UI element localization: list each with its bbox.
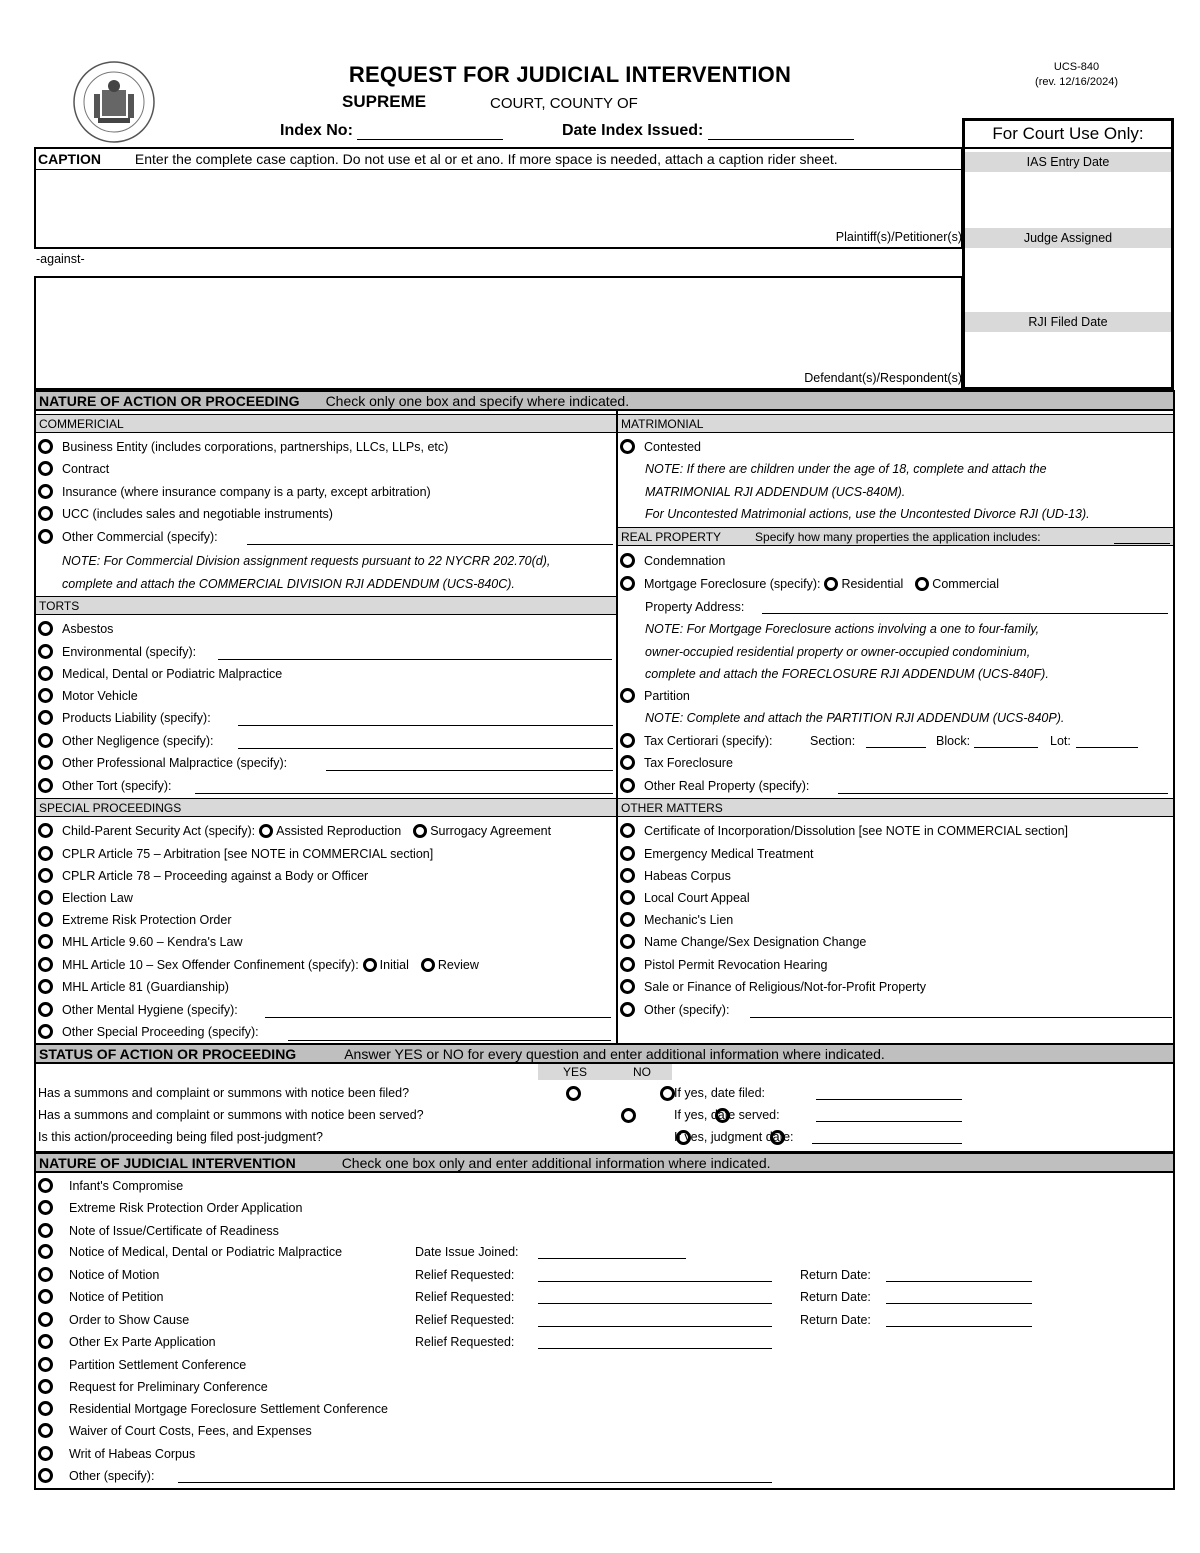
- special-election-option[interactable]: [38, 887, 133, 909]
- torts-prof-malpractice-input[interactable]: [326, 770, 613, 771]
- radio-icon[interactable]: [38, 934, 53, 949]
- index-no-field[interactable]: [280, 122, 503, 140]
- ji-partition-conf-option[interactable]: [38, 1354, 246, 1376]
- option-label: Other Special Proceeding (specify):: [62, 1025, 259, 1039]
- judge-assigned-label: Judge Assigned: [965, 228, 1171, 248]
- other-emergency-option[interactable]: [620, 843, 814, 865]
- torts-negligence-input[interactable]: [238, 748, 613, 749]
- radio-icon[interactable]: [38, 439, 53, 454]
- other-mechanics-lien-option[interactable]: [620, 909, 733, 931]
- ji-preliminary-conf-option[interactable]: [38, 1376, 268, 1398]
- caption-label: CAPTION: [38, 151, 101, 167]
- date-index-input[interactable]: [708, 139, 854, 140]
- ji-osc-option[interactable]: [38, 1309, 189, 1331]
- judicial-header: [34, 1152, 1175, 1173]
- real-tax-cert-option[interactable]: [620, 730, 773, 752]
- county-label: COURT, COUNTY OF: [490, 95, 638, 112]
- radio-icon[interactable]: [38, 666, 53, 681]
- radio-icon[interactable]: [38, 529, 53, 544]
- initial-radio-icon[interactable]: [363, 958, 377, 972]
- commercial-note-1: NOTE: For Commercial Division assignment requests pursuant to 22 NYCRR 202.70(d),: [62, 554, 551, 568]
- option-label: Medical, Dental or Podiatric Malpractice: [62, 667, 283, 681]
- ji-malpractice-notice-option[interactable]: [38, 1241, 342, 1263]
- radio-icon[interactable]: [38, 1312, 53, 1327]
- option-label: Notice of Petition: [69, 1290, 164, 1304]
- assisted-label: Assisted Reproduction: [276, 824, 402, 838]
- radio-icon[interactable]: [38, 1200, 53, 1215]
- matrimonial-heading: MATRIMONIAL: [618, 414, 1173, 433]
- commercial-insurance-option[interactable]: [38, 481, 431, 503]
- status-q3-followup: If yes, judgment date:: [674, 1130, 794, 1144]
- commercial-other-input[interactable]: [247, 544, 613, 545]
- ias-entry-label: IAS Entry Date: [965, 152, 1171, 172]
- status-q1-text: Has a summons and complaint or summons with notice been filed?: [38, 1086, 410, 1100]
- partition-note: NOTE: Complete and attach the PARTITION RJI ADDENDUM (UCS-840P).: [645, 711, 1065, 725]
- option-label: Emergency Medical Treatment: [644, 847, 814, 861]
- radio-icon[interactable]: [620, 1002, 635, 1017]
- radio-icon[interactable]: [38, 506, 53, 521]
- option-label: Certificate of Incorporation/Dissolution [see NOTE in COMMERCIAL section]: [644, 824, 1068, 838]
- block-input[interactable]: [974, 747, 1038, 748]
- radio-icon[interactable]: [620, 846, 635, 861]
- date-filed-input[interactable]: [816, 1099, 962, 1100]
- lot-label: Lot:: [1050, 734, 1071, 748]
- date-issue-joined-label: Date Issue Joined:: [415, 1245, 519, 1259]
- radio-icon[interactable]: [38, 710, 53, 725]
- other-name-change-option[interactable]: [620, 931, 866, 953]
- ji-habeas-option[interactable]: [38, 1443, 195, 1465]
- option-label: Notice of Motion: [69, 1268, 160, 1282]
- option-label: Other Professional Malpractice (specify):: [62, 756, 288, 770]
- residential-radio-icon[interactable]: [824, 577, 838, 591]
- review-radio-icon[interactable]: [421, 958, 435, 972]
- judicial-label: NATURE OF JUDICIAL INTERVENTION: [39, 1155, 296, 1171]
- real-property-heading: [618, 527, 1173, 546]
- option-label: CPLR Article 75 – Arbitration [see NOTE in COMMERCIAL section]: [62, 847, 434, 861]
- torts-environmental-input[interactable]: [218, 659, 612, 660]
- real-other-option[interactable]: [620, 775, 809, 797]
- real-condemnation-option[interactable]: [620, 550, 725, 572]
- option-label: Writ of Habeas Corpus: [69, 1447, 196, 1461]
- radio-icon[interactable]: [38, 644, 53, 659]
- section-label: Section:: [810, 734, 856, 748]
- return-date-label-petition: Return Date:: [800, 1290, 871, 1304]
- ji-foreclosure-conf-option[interactable]: [38, 1398, 388, 1420]
- special-child-parent-option[interactable]: [38, 820, 551, 842]
- other-local-appeal-option[interactable]: [620, 887, 750, 909]
- radio-icon[interactable]: [38, 1357, 53, 1372]
- special-mhl81-option[interactable]: [38, 976, 229, 998]
- mortgage-note-2: owner-occupied residential property or owner-occupied condominium,: [645, 645, 1031, 659]
- torts-negligence-option[interactable]: [38, 730, 213, 752]
- matrimonial-contested-option[interactable]: [620, 436, 701, 458]
- radio-icon[interactable]: [38, 1446, 53, 1461]
- option-label: Other Ex Parte Application: [69, 1335, 216, 1349]
- radio-icon[interactable]: [38, 1423, 53, 1438]
- court-name: SUPREME: [342, 92, 427, 111]
- radio-icon[interactable]: [38, 823, 53, 838]
- option-label: Condemnation: [644, 554, 726, 568]
- ji-notice-motion-option[interactable]: [38, 1264, 159, 1286]
- radio-icon[interactable]: [38, 1289, 53, 1304]
- matrimonial-note-1: NOTE: If there are children under the age of 18, complete and attach the: [645, 462, 1047, 476]
- option-label: Notice of Medical, Dental or Podiatric Malpractice: [69, 1245, 343, 1259]
- option-label: Extreme Risk Protection Order Application: [69, 1201, 303, 1215]
- status-q3-text: Is this action/proceeding being filed post-judgment?: [38, 1130, 323, 1144]
- special-other-mh-option[interactable]: [38, 999, 238, 1021]
- option-label: Waiver of Court Costs, Fees, and Expenses: [69, 1424, 312, 1438]
- radio-icon[interactable]: [620, 823, 635, 838]
- option-label: Note of Issue/Certificate of Readiness: [69, 1224, 279, 1238]
- option-label: Pistol Permit Revocation Hearing: [644, 958, 828, 972]
- radio-icon[interactable]: [38, 1401, 53, 1416]
- matrimonial-note-2: MATRIMONIAL RJI ADDENDUM (UCS-840M).: [645, 485, 906, 499]
- commercial-label: Commercial: [932, 577, 999, 591]
- residential-label: Residential: [841, 577, 904, 591]
- option-label: MHL Article 9.60 – Kendra's Law: [62, 935, 243, 949]
- radio-icon[interactable]: [38, 1024, 53, 1039]
- other-pistol-permit-option[interactable]: [620, 954, 827, 976]
- option-label: Tax Certiorari (specify):: [644, 734, 773, 748]
- rji-filed-label: RJI Filed Date: [965, 312, 1171, 332]
- return-date-petition-input[interactable]: [886, 1303, 1032, 1304]
- mortgage-note-3: complete and attach the FORECLOSURE RJI ADDENDUM (UCS-840F).: [645, 667, 1049, 681]
- option-label: Name Change/Sex Designation Change: [644, 935, 867, 949]
- option-label: Tax Foreclosure: [644, 756, 733, 770]
- date-served-input[interactable]: [816, 1121, 962, 1122]
- option-label: Other Tort (specify):: [62, 779, 172, 793]
- torts-heading: TORTS: [36, 596, 616, 615]
- commercial-business-entity-option[interactable]: [38, 436, 448, 458]
- radio-icon[interactable]: [38, 1267, 53, 1282]
- radio-icon[interactable]: [620, 912, 635, 927]
- radio-icon[interactable]: [38, 890, 53, 905]
- torts-prof-malpractice-option[interactable]: [38, 752, 287, 774]
- option-label: Child-Parent Security Act (specify):: [62, 824, 256, 838]
- special-proceedings-heading: SPECIAL PROCEEDINGS: [36, 798, 616, 817]
- option-label: MHL Article 10 – Sex Offender Confinement (specify):: [62, 958, 359, 972]
- torts-asbestos-option[interactable]: [38, 618, 113, 640]
- radio-icon[interactable]: [620, 576, 635, 591]
- option-label: Other (specify):: [69, 1469, 155, 1483]
- form-revision: (rev. 12/16/2024): [1035, 76, 1118, 88]
- special-erpo-option[interactable]: [38, 909, 232, 931]
- relief-osc-input[interactable]: [538, 1326, 772, 1327]
- option-label: Election Law: [62, 891, 133, 905]
- option-label: Asbestos: [62, 622, 114, 636]
- option-label: Sale or Finance of Religious/Not-for-Profit Property: [644, 980, 927, 994]
- page-title: REQUEST FOR JUDICIAL INTERVENTION: [348, 62, 792, 87]
- index-no-label: Index No:: [280, 122, 353, 139]
- ji-other-input[interactable]: [178, 1482, 772, 1483]
- radio-icon[interactable]: [38, 1334, 53, 1349]
- option-label: Infant's Compromise: [69, 1179, 184, 1193]
- radio-icon[interactable]: [620, 778, 635, 793]
- special-other-sp-option[interactable]: [38, 1021, 259, 1043]
- radio-icon[interactable]: [620, 553, 635, 568]
- ias-entry-field[interactable]: [965, 172, 1171, 228]
- ji-ex-parte-option[interactable]: [38, 1331, 216, 1353]
- radio-icon[interactable]: [38, 461, 53, 476]
- ji-waiver-option[interactable]: [38, 1420, 312, 1442]
- other-specify-option[interactable]: [620, 999, 729, 1021]
- other-habeas-option[interactable]: [620, 865, 731, 887]
- radio-icon[interactable]: [38, 846, 53, 861]
- radio-icon[interactable]: [38, 912, 53, 927]
- option-label: Mechanic's Lien: [644, 913, 734, 927]
- return-date-label-motion: Return Date:: [800, 1268, 871, 1282]
- radio-icon[interactable]: [620, 688, 635, 703]
- commercial-contract-option[interactable]: [38, 458, 109, 480]
- torts-motor-vehicle-option[interactable]: [38, 685, 138, 707]
- radio-icon[interactable]: [620, 733, 635, 748]
- status-q1-followup: If yes, date filed:: [674, 1086, 766, 1100]
- court-use-title: For Court Use Only:: [965, 121, 1171, 149]
- status-header: [34, 1043, 1175, 1064]
- date-index-label: Date Index Issued:: [562, 122, 704, 139]
- commercial-other-option[interactable]: [38, 526, 218, 548]
- radio-icon[interactable]: [38, 1178, 53, 1193]
- torts-malpractice-option[interactable]: [38, 663, 282, 685]
- assisted-radio-icon[interactable]: [259, 824, 273, 838]
- relief-motion-input[interactable]: [538, 1281, 772, 1282]
- ji-note-of-issue-option[interactable]: [38, 1220, 279, 1242]
- special-cplr75-option[interactable]: [38, 843, 433, 865]
- property-address-input[interactable]: [762, 613, 1168, 614]
- torts-products-input[interactable]: [238, 725, 613, 726]
- option-label: Mortgage Foreclosure (specify):: [644, 577, 821, 591]
- caption-instruction: Enter the complete case caption. Do not use et al or et ano. If more space is needed, attach a caption rider sheet.: [134, 151, 838, 167]
- judge-assigned-field[interactable]: [965, 248, 1171, 312]
- option-label: Partition Settlement Conference: [69, 1358, 247, 1372]
- status-label: STATUS OF ACTION OR PROCEEDING: [39, 1046, 297, 1062]
- real-mortgage-option[interactable]: [620, 573, 999, 595]
- radio-icon[interactable]: [38, 1468, 53, 1483]
- special-other-mh-input[interactable]: [265, 1017, 611, 1018]
- date-issue-joined-input[interactable]: [538, 1258, 686, 1259]
- special-other-sp-input[interactable]: [288, 1040, 611, 1041]
- caption-divider: [34, 169, 963, 170]
- radio-icon[interactable]: [38, 979, 53, 994]
- radio-icon[interactable]: [38, 621, 53, 636]
- radio-icon[interactable]: [620, 868, 635, 883]
- relief-petition-input[interactable]: [538, 1303, 772, 1304]
- form-number: [1035, 60, 1118, 90]
- radio-icon[interactable]: [38, 1379, 53, 1394]
- radio-icon[interactable]: [38, 778, 53, 793]
- status-instruction: Answer YES or NO for every question and enter additional information where indicated.: [344, 1046, 885, 1062]
- option-label: Motor Vehicle: [62, 689, 138, 703]
- option-label: CPLR Article 78 – Proceeding against a Body or Officer: [62, 869, 369, 883]
- option-label: Request for Preliminary Conference: [69, 1380, 268, 1394]
- block-label: Block:: [936, 734, 971, 748]
- torts-environmental-option[interactable]: [38, 641, 196, 663]
- relief-label-petition: Relief Requested:: [415, 1290, 515, 1304]
- option-label: Other Negligence (specify):: [62, 734, 214, 748]
- option-label: MHL Article 81 (Guardianship): [62, 980, 229, 994]
- option-label: Extreme Risk Protection Order: [62, 913, 232, 927]
- torts-products-option[interactable]: [38, 707, 211, 729]
- form-id: UCS-840: [1053, 61, 1100, 73]
- option-label: Insurance (where insurance company is a party, except arbitration): [62, 485, 431, 499]
- commercial-radio-icon[interactable]: [915, 577, 929, 591]
- index-no-input[interactable]: [357, 139, 503, 140]
- court-use-box: [962, 118, 1174, 390]
- return-date-label-osc: Return Date:: [800, 1313, 871, 1327]
- option-label: Partition: [644, 689, 690, 703]
- real-property-label: REAL PROPERTY: [621, 530, 722, 544]
- option-label: Business Entity (includes corporations, partnerships, LLCs, LLPs, etc): [62, 440, 449, 454]
- nature-of-action-header: [34, 390, 1175, 411]
- ji-other-option[interactable]: [38, 1465, 154, 1487]
- real-tax-foreclosure-option[interactable]: [620, 752, 733, 774]
- real-property-instruction: Specify how many properties the application includes:: [755, 530, 1041, 544]
- other-cert-incorp-option[interactable]: [620, 820, 1068, 842]
- property-address-label: Property Address:: [645, 600, 745, 614]
- return-date-osc-input[interactable]: [886, 1326, 1032, 1327]
- radio-icon[interactable]: [620, 979, 635, 994]
- property-count-input[interactable]: [1114, 543, 1170, 544]
- relief-label-ex-parte: Relief Requested:: [415, 1335, 515, 1349]
- matrimonial-note-3: For Uncontested Matrimonial actions, use the Uncontested Divorce RJI (UD-13).: [645, 507, 1090, 521]
- against-label: -against-: [36, 252, 85, 266]
- torts-other-input[interactable]: [195, 793, 613, 794]
- radio-icon[interactable]: [620, 957, 635, 972]
- rji-filed-field[interactable]: [965, 332, 1171, 382]
- option-label: Contract: [62, 462, 110, 476]
- radio-icon[interactable]: [38, 957, 53, 972]
- real-partition-option[interactable]: [620, 685, 690, 707]
- relief-ex-parte-input[interactable]: [538, 1348, 772, 1349]
- radio-icon[interactable]: [38, 1002, 53, 1017]
- relief-label-motion: Relief Requested:: [415, 1268, 515, 1282]
- commercial-note-2: complete and attach the COMMERCIAL DIVISION RJI ADDENDUM (UCS-840C).: [62, 577, 515, 591]
- status-q2-followup: If yes, date served:: [674, 1108, 780, 1122]
- ji-notice-petition-option[interactable]: [38, 1286, 164, 1308]
- radio-icon[interactable]: [620, 934, 635, 949]
- option-label: Environmental (specify):: [62, 645, 197, 659]
- real-other-input[interactable]: [838, 793, 1168, 794]
- section-input[interactable]: [866, 747, 926, 748]
- option-label: Other Commercial (specify):: [62, 530, 218, 544]
- torts-other-option[interactable]: [38, 775, 172, 797]
- other-religious-property-option[interactable]: [620, 976, 926, 998]
- option-label: Other Mental Hygiene (specify):: [62, 1003, 238, 1017]
- option-label: Other Real Property (specify):: [644, 779, 810, 793]
- plaintiff-label: Plaintiff(s)/Petitioner(s): [835, 230, 962, 244]
- option-label: Order to Show Cause: [69, 1313, 190, 1327]
- ji-erpo-option[interactable]: [38, 1197, 302, 1219]
- radio-icon[interactable]: [38, 688, 53, 703]
- defendant-label: Defendant(s)/Respondent(s): [804, 371, 962, 385]
- date-index-field[interactable]: [562, 122, 854, 140]
- option-label: Contested: [644, 440, 701, 454]
- other-specify-input[interactable]: [750, 1017, 1172, 1018]
- option-label: Habeas Corpus: [644, 869, 731, 883]
- caption-header: [38, 151, 838, 167]
- radio-icon[interactable]: [620, 755, 635, 770]
- special-cplr78-option[interactable]: [38, 865, 368, 887]
- special-mhl10-option[interactable]: [38, 954, 479, 976]
- judicial-instruction: Check one box only and enter additional information where indicated.: [341, 1155, 771, 1171]
- nature-instruction: Check only one box and specify where indicated.: [325, 393, 630, 409]
- surrogacy-radio-icon[interactable]: [413, 824, 427, 838]
- status-q2-text: Has a summons and complaint or summons with notice been served?: [38, 1108, 424, 1122]
- option-label: Other (specify):: [644, 1003, 730, 1017]
- initial-label: Initial: [379, 958, 409, 972]
- judgment-date-input[interactable]: [812, 1143, 962, 1144]
- nature-label: NATURE OF ACTION OR PROCEEDING: [39, 393, 300, 409]
- radio-icon[interactable]: [38, 755, 53, 770]
- commercial-heading: COMMERICIAL: [36, 414, 616, 433]
- yes-header: YES: [538, 1064, 612, 1080]
- no-header: NO: [612, 1064, 672, 1080]
- radio-icon[interactable]: [38, 733, 53, 748]
- other-matters-heading: OTHER MATTERS: [618, 798, 1173, 817]
- radio-icon[interactable]: [620, 890, 635, 905]
- option-label: Local Court Appeal: [644, 891, 750, 905]
- mortgage-note-1: NOTE: For Mortgage Foreclosure actions involving a one to four-family,: [645, 622, 1040, 636]
- nature-column-divider: [616, 411, 618, 1046]
- radio-icon[interactable]: [620, 439, 635, 454]
- radio-icon[interactable]: [38, 1244, 53, 1259]
- return-date-motion-input[interactable]: [886, 1281, 1032, 1282]
- surrogacy-label: Surrogacy Agreement: [430, 824, 552, 838]
- ji-infant-option[interactable]: [38, 1175, 183, 1197]
- radio-icon[interactable]: [38, 868, 53, 883]
- special-kendra-option[interactable]: [38, 931, 243, 953]
- commercial-ucc-option[interactable]: [38, 503, 333, 525]
- radio-icon[interactable]: [38, 1223, 53, 1238]
- option-label: UCC (includes sales and negotiable instruments): [62, 507, 333, 521]
- review-label: Review: [437, 958, 479, 972]
- relief-label-osc: Relief Requested:: [415, 1313, 515, 1327]
- lot-input[interactable]: [1076, 747, 1138, 748]
- radio-icon[interactable]: [38, 484, 53, 499]
- option-label: Residential Mortgage Foreclosure Settlement Conference: [69, 1402, 388, 1416]
- option-label: Products Liability (specify):: [62, 711, 211, 725]
